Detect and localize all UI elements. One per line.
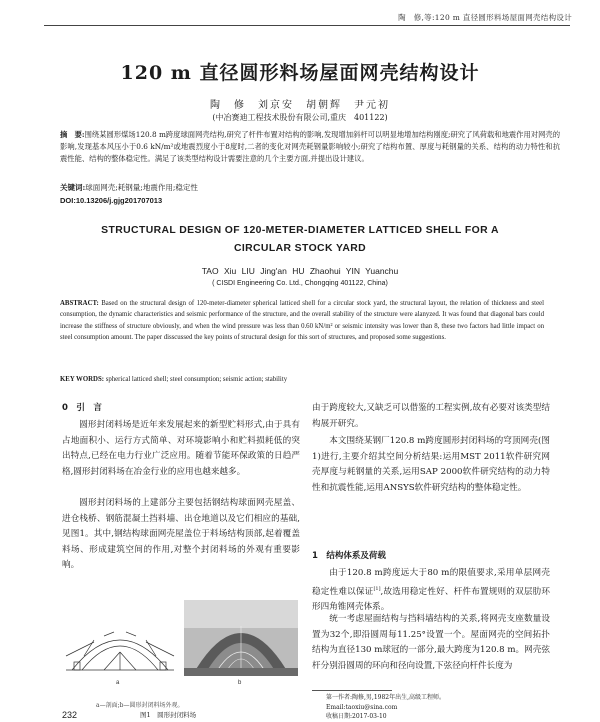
- title-en: [70, 222, 530, 258]
- section-1-paragraph-2-text: 统一考虑屋面结构与挡料墙结构的关系,将网壳支座数量设置为32个,即沿圆周每11.25°设置一个。屋面网壳的空间拓扑结构为直径130 m球冠的一部分,最大跨度为120.8 m。网壳弦杆分别沿圆周的环向和径向设置,下弦径向杆件长度为: [312, 614, 550, 671]
- affiliation-cn: (中冶赛迪工程技术股份有限公司,重庆 401122): [212, 113, 388, 122]
- footnote-received: 收稿日期:2017-03-10: [326, 713, 387, 720]
- footnote-rule: [312, 690, 392, 691]
- abstract-en-text: Based on the structural design of 120-meter-diameter spherical latticed shell for a circular stock yard, the structural layout, the relation of thickness and steel consumption, the dynamic characteristics and seismic performance of the structure, and the overall stability of the structure were alanyzed. It was found that diagonal bars could increase the stiffness of structure obviously, and when the wind pressure was less than 0.60 kN/m² or seismic intensity was lower than 8, these two factors had little impact on steel consumption amount. The paper disscussed the key points of structural design for this sort of structures, and proposed some suggestions.: [60, 300, 544, 341]
- running-head: 陶 修,等:120 m 直径圆形料场屋面网壳结构设计: [398, 13, 572, 22]
- section-1-paragraph-1-text: [312, 566, 550, 616]
- authors-cn: 陶 修 刘京安 胡朝辉 尹元初: [210, 100, 390, 111]
- section-0-paragraph-1-text: 圆形封闭料场是近年来发展起来的新型贮料形式,由于具有占地面积小、运行方式简单、对环境影响小和贮料损耗低的突出特点,已经在电力行业广泛应用。随着节能环保政策的日趋严格,圆形封闭料场在冶金行业的应用也越来越多。: [62, 420, 300, 477]
- section-1-paragraph-2: [312, 612, 550, 674]
- section-1-paragraph-1: [312, 566, 550, 616]
- figure-1-drawings: [64, 596, 300, 696]
- section-1-paragraph-1-main: 由于120.8 m跨度远大于80 m的限值要求,采用单层网壳稳定性难以保证: [312, 568, 550, 597]
- figure-1a-section: [66, 632, 174, 670]
- abstract-cn: [60, 129, 560, 165]
- right-paragraph-2-text: 本文围绕某钢厂120.8 m跨度圆形封闭料场的穹顶网壳(图1)进行,主要介绍其空间分析结果:运用MST 2011软件研究网壳厚度与耗钢量的关系,运用SAP 2000软件研究结构的动力特性和抗震性能,运用ANSYS软件研究结构的整体稳定性。: [312, 436, 550, 493]
- reference-1: [1]: [373, 585, 381, 592]
- section-0-heading: 0 引 言: [62, 403, 102, 413]
- section-1-heading: 1 结构体系及荷载: [312, 551, 386, 561]
- figure-1-subcaption: a—剖面;b—圆形封闭料场外观。: [96, 702, 184, 709]
- section-0-paragraph-1: [62, 418, 300, 480]
- affiliation-en: ( CISDI Engineering Co. Ltd., Chongqing 401122, China): [212, 280, 388, 287]
- footnote-author: 第一作者:陶修,男,1982年出生,高级工程师。: [326, 694, 446, 701]
- section-0-paragraph-2: [62, 496, 300, 574]
- section-0-paragraph-2-text: 圆形封闭料场的上建部分主要包括钢结构球面网壳屋盖、进仓栈桥、钢筋混凝土挡料墙、出仓地道以及它们相应的基础,见图1。其中,钢结构球面网壳屋盖位于料场结构顶部,起着覆盖料场、形成建筑空间的作用,对整个封闭料场的外观有重要影响。: [62, 498, 300, 571]
- title-cn: 120 m 直径圆形料场屋面网壳结构设计: [120, 62, 480, 84]
- right-paragraph-1: [312, 401, 550, 432]
- figure-1b-photo: [184, 600, 298, 676]
- abstract-en-label: ABSTRACT:: [60, 300, 99, 307]
- keywords-en-label: KEY WORDS:: [60, 376, 104, 383]
- figure-1-caption: 图1 圆形封闭料场: [140, 711, 197, 719]
- keywords-cn: [60, 182, 560, 193]
- right-paragraph-1-text: 由于跨度较大,又缺乏可以借鉴的工程实例,故有必要对该类型结构展开研究。: [312, 403, 550, 429]
- footnote-email: Email:taoxiu@sina.com: [326, 703, 398, 711]
- right-paragraph-2: [312, 434, 550, 496]
- figure-1b-label: b: [238, 680, 242, 686]
- abstract-cn-text: 围绕某圆形煤场120.8 m跨度球面网壳结构,研究了杆件布置对结构的影响,发现增加斜杆可以明显地增加结构刚度;研究了风荷载和地震作用对网壳的影响,发现基本风压小于0.6 kN/m²或地震烈度小于8度时,二者的变化对网壳耗钢量影响较小;研究了结构布置、厚度与耗钢量的关系、结构的动力特性和抗震性能、结构的整体稳定性。满足了该类型结构设计需要注意的几个主要方面,并提出设计建议。: [60, 130, 560, 163]
- footnote: [326, 693, 550, 722]
- header-rule: [44, 25, 570, 26]
- figure-1a-label: a: [116, 680, 120, 686]
- doi: DOI:10.13206/j.gjg201707013: [60, 196, 163, 205]
- keywords-en-text: spherical latticed shell; steel consumption; seismic action; stability: [105, 376, 288, 383]
- keywords-cn-label: 关键词:: [60, 183, 86, 192]
- abstract-cn-label: 摘 要:: [60, 130, 85, 139]
- keywords-cn-text: 球面网壳;耗钢量;地震作用;稳定性: [85, 183, 198, 192]
- section-1-paragraph-1-tail: ,故选用稳定性好、杆件布置规则的双层肋环形四角锥网壳体系。: [312, 586, 550, 613]
- keywords-en: [60, 376, 544, 383]
- authors-en: TAO Xiu LIU Jing'an HU Zhaohui YIN Yuanchu: [201, 266, 399, 276]
- title-en-line-2: CIRCULAR STOCK YARD: [233, 243, 367, 254]
- title-en-line-1: STRUCTURAL DESIGN OF 120-METER-DIAMETER LATTICED SHELL FOR A: [101, 225, 499, 236]
- abstract-en: [60, 298, 544, 343]
- page-number: 232: [62, 710, 78, 720]
